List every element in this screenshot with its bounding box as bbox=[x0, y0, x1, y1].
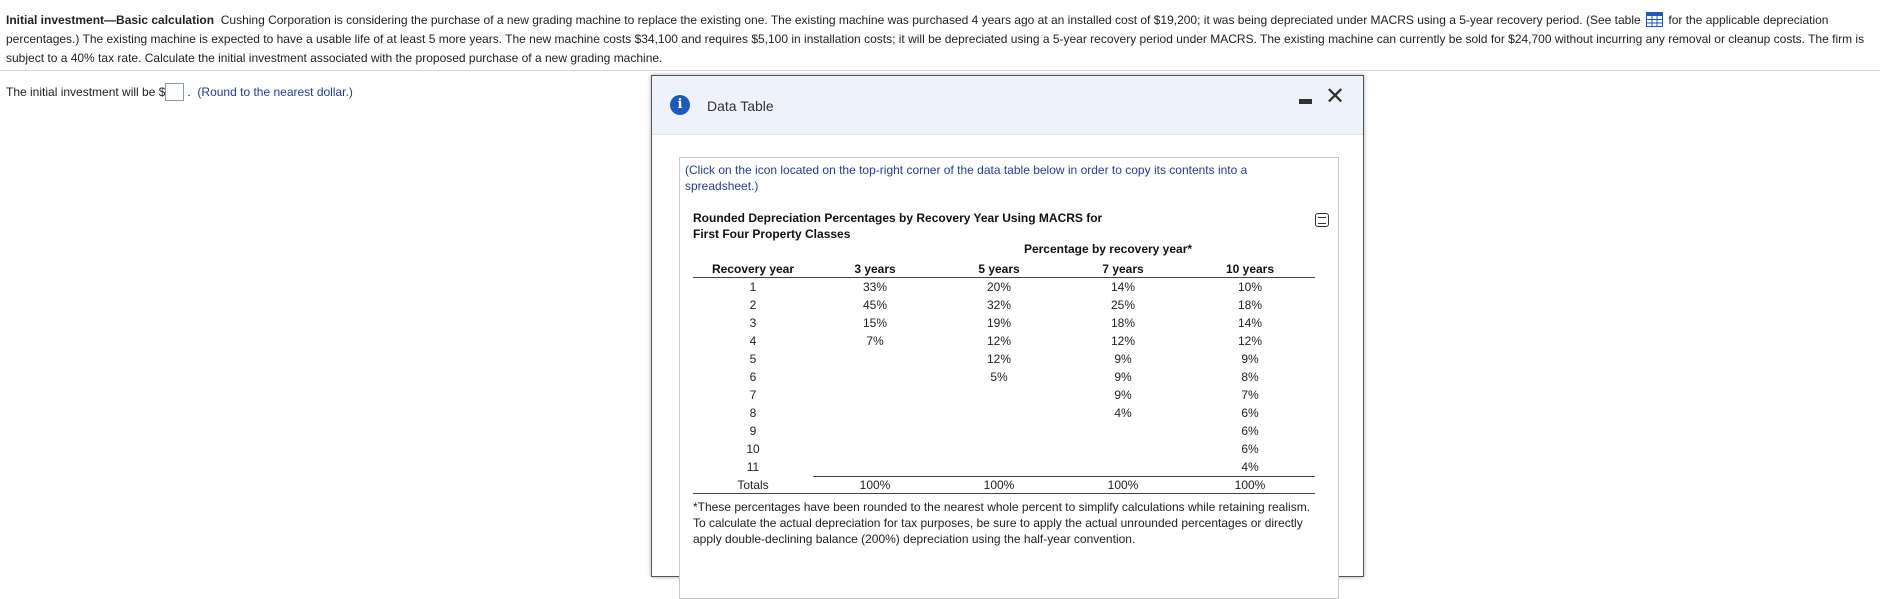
table-cell: 8 bbox=[749, 406, 757, 420]
table-cell bbox=[813, 368, 937, 386]
table-cell bbox=[1061, 422, 1185, 440]
table-footnote: *These percentages have been rounded to the nearest whole percent to simplify calculations while retaining realism. To calculate the actual depreciation for tax purposes, be sure to apply the actual unrounded percentages or directly apply double-declining balance (200%) depreciation using the half-year convention. bbox=[693, 500, 1311, 546]
table-cell: 9% bbox=[1114, 388, 1132, 402]
table-cell: 19% bbox=[986, 316, 1012, 330]
table-cell: 6% bbox=[1241, 424, 1259, 438]
totals-cell: 100% bbox=[1061, 477, 1185, 494]
table-cell bbox=[813, 440, 937, 458]
table-row bbox=[693, 332, 1315, 350]
table-cell bbox=[937, 440, 1061, 458]
table-cell: 10% bbox=[1237, 280, 1263, 294]
table-cell: 20% bbox=[986, 280, 1012, 294]
table-cell: 4% bbox=[1114, 406, 1132, 420]
table-cell: 10 bbox=[746, 442, 760, 456]
data-table-dialog bbox=[651, 75, 1364, 577]
column-header: Recovery year bbox=[693, 260, 813, 278]
table-row bbox=[693, 386, 1315, 404]
answer-row bbox=[6, 83, 353, 101]
info-icon: i bbox=[670, 95, 690, 115]
table-cell: 25% bbox=[1110, 298, 1136, 312]
table-row bbox=[693, 404, 1315, 422]
table-header-row bbox=[693, 260, 1315, 278]
table-cell: 18% bbox=[1110, 316, 1136, 330]
totals-cell: 100% bbox=[937, 477, 1061, 494]
dialog-title: Data Table bbox=[707, 98, 774, 114]
table-row bbox=[693, 278, 1315, 297]
table-cell: 8% bbox=[1241, 370, 1259, 384]
table-cell bbox=[937, 386, 1061, 404]
table-cell bbox=[813, 422, 937, 440]
table-cell: 7% bbox=[1241, 388, 1259, 402]
problem-title: Initial investment—Basic calculation bbox=[6, 13, 215, 27]
column-header: 10 years bbox=[1185, 260, 1315, 278]
table-cell bbox=[813, 386, 937, 404]
totals-row bbox=[693, 477, 1315, 494]
table-cell bbox=[813, 458, 937, 477]
dialog-header bbox=[652, 76, 1363, 135]
table-title-line2: First Four Property Classes bbox=[693, 227, 851, 241]
copy-icon[interactable] bbox=[1315, 213, 1329, 227]
table-cell: 6% bbox=[1241, 406, 1259, 420]
table-cell: 12% bbox=[1237, 334, 1263, 348]
answer-prefix: The initial investment will be $ bbox=[6, 85, 166, 99]
table-cell: 9% bbox=[1114, 352, 1132, 366]
answer-input[interactable] bbox=[165, 83, 184, 101]
table-cell: 3 bbox=[749, 316, 757, 330]
problem-text-part2: for the applicable depreciation percentages.) The existing machine is expected to have a usable life of at least 5 more years. The new machine costs $34,100 and requires $5,100 in installation costs; it will be depreciated using a 5-year recovery period under MACRS. The existing machine can currently be sold for $24,700 without incurring any removal or cleanup costs. The firm is subject to a 40% tax rate. Calculate the initial investment associated with the proposed purchase of a new grading machine. bbox=[6, 13, 1865, 65]
minimize-icon[interactable] bbox=[1299, 99, 1312, 104]
table-cell: 9 bbox=[749, 424, 757, 438]
table-cell: 18% bbox=[1237, 298, 1263, 312]
table-cell: 12% bbox=[986, 352, 1012, 366]
table-icon[interactable] bbox=[1646, 12, 1663, 27]
answer-suffix: . bbox=[187, 85, 191, 99]
table-row bbox=[693, 422, 1315, 440]
table-row bbox=[693, 296, 1315, 314]
table-cell: 5% bbox=[990, 370, 1008, 384]
table-cell bbox=[1061, 458, 1185, 477]
table-cell: 6 bbox=[749, 370, 757, 384]
totals-cell: 100% bbox=[813, 477, 937, 494]
divider bbox=[0, 70, 1880, 71]
table-title bbox=[693, 210, 1102, 242]
totals-cell: 100% bbox=[1185, 477, 1315, 494]
table-cell: 32% bbox=[986, 298, 1012, 312]
macrs-table bbox=[693, 260, 1315, 494]
table-cell: 11 bbox=[746, 460, 760, 475]
problem-statement bbox=[6, 11, 1868, 68]
table-cell bbox=[937, 422, 1061, 440]
table-row bbox=[693, 458, 1315, 477]
table-cell: 1 bbox=[749, 280, 757, 294]
copy-note: (Click on the icon located on the top-right corner of the data table below in order to copy its contents into a spreadsheet.) bbox=[685, 163, 1248, 193]
table-cell: 14% bbox=[1110, 280, 1136, 294]
table-cell: 12% bbox=[1110, 334, 1136, 348]
column-header: 3 years bbox=[813, 260, 937, 278]
table-cell bbox=[1061, 440, 1185, 458]
totals-label: Totals bbox=[693, 477, 813, 494]
table-cell: 6% bbox=[1241, 442, 1259, 456]
table-title-line1: Rounded Depreciation Percentages by Recovery Year Using MACRS for bbox=[693, 211, 1103, 225]
table-row bbox=[693, 314, 1315, 332]
table-cell: 9% bbox=[1241, 352, 1259, 366]
group-header-label: Percentage by recovery year* bbox=[1023, 242, 1193, 256]
close-icon[interactable]: ✕ bbox=[1325, 82, 1346, 110]
table-cell: 33% bbox=[862, 280, 888, 294]
answer-hint: (Round to the nearest dollar.) bbox=[197, 85, 353, 99]
table-cell: 7 bbox=[749, 388, 757, 402]
problem-text-part1: Cushing Corporation is considering the purchase of a new grading machine to replace the existing one. The existing machine was purchased 4 years ago at an installed cost of $19,200; it was being depreciated under MACRS using a 5-year recovery period. (See table bbox=[220, 13, 1641, 27]
table-row bbox=[693, 440, 1315, 458]
table-cell: 9% bbox=[1114, 370, 1132, 384]
table-cell: 7% bbox=[866, 334, 884, 348]
table-cell: 4% bbox=[1241, 460, 1259, 474]
table-cell bbox=[813, 350, 937, 368]
group-header bbox=[680, 242, 1308, 256]
table-row bbox=[693, 368, 1315, 386]
table-cell: 12% bbox=[986, 334, 1012, 348]
table-cell: 4 bbox=[749, 334, 757, 348]
table-cell bbox=[937, 458, 1061, 477]
table-row bbox=[693, 350, 1315, 368]
table-cell: 15% bbox=[862, 316, 888, 330]
table-cell: 45% bbox=[862, 298, 888, 312]
table-cell: 5 bbox=[749, 352, 757, 366]
table-cell bbox=[937, 404, 1061, 422]
dialog-content bbox=[679, 157, 1339, 599]
table-cell bbox=[813, 404, 937, 422]
table-cell: 14% bbox=[1237, 316, 1263, 330]
column-header: 7 years bbox=[1061, 260, 1185, 278]
column-header: 5 years bbox=[937, 260, 1061, 278]
table-cell: 2 bbox=[749, 298, 757, 312]
